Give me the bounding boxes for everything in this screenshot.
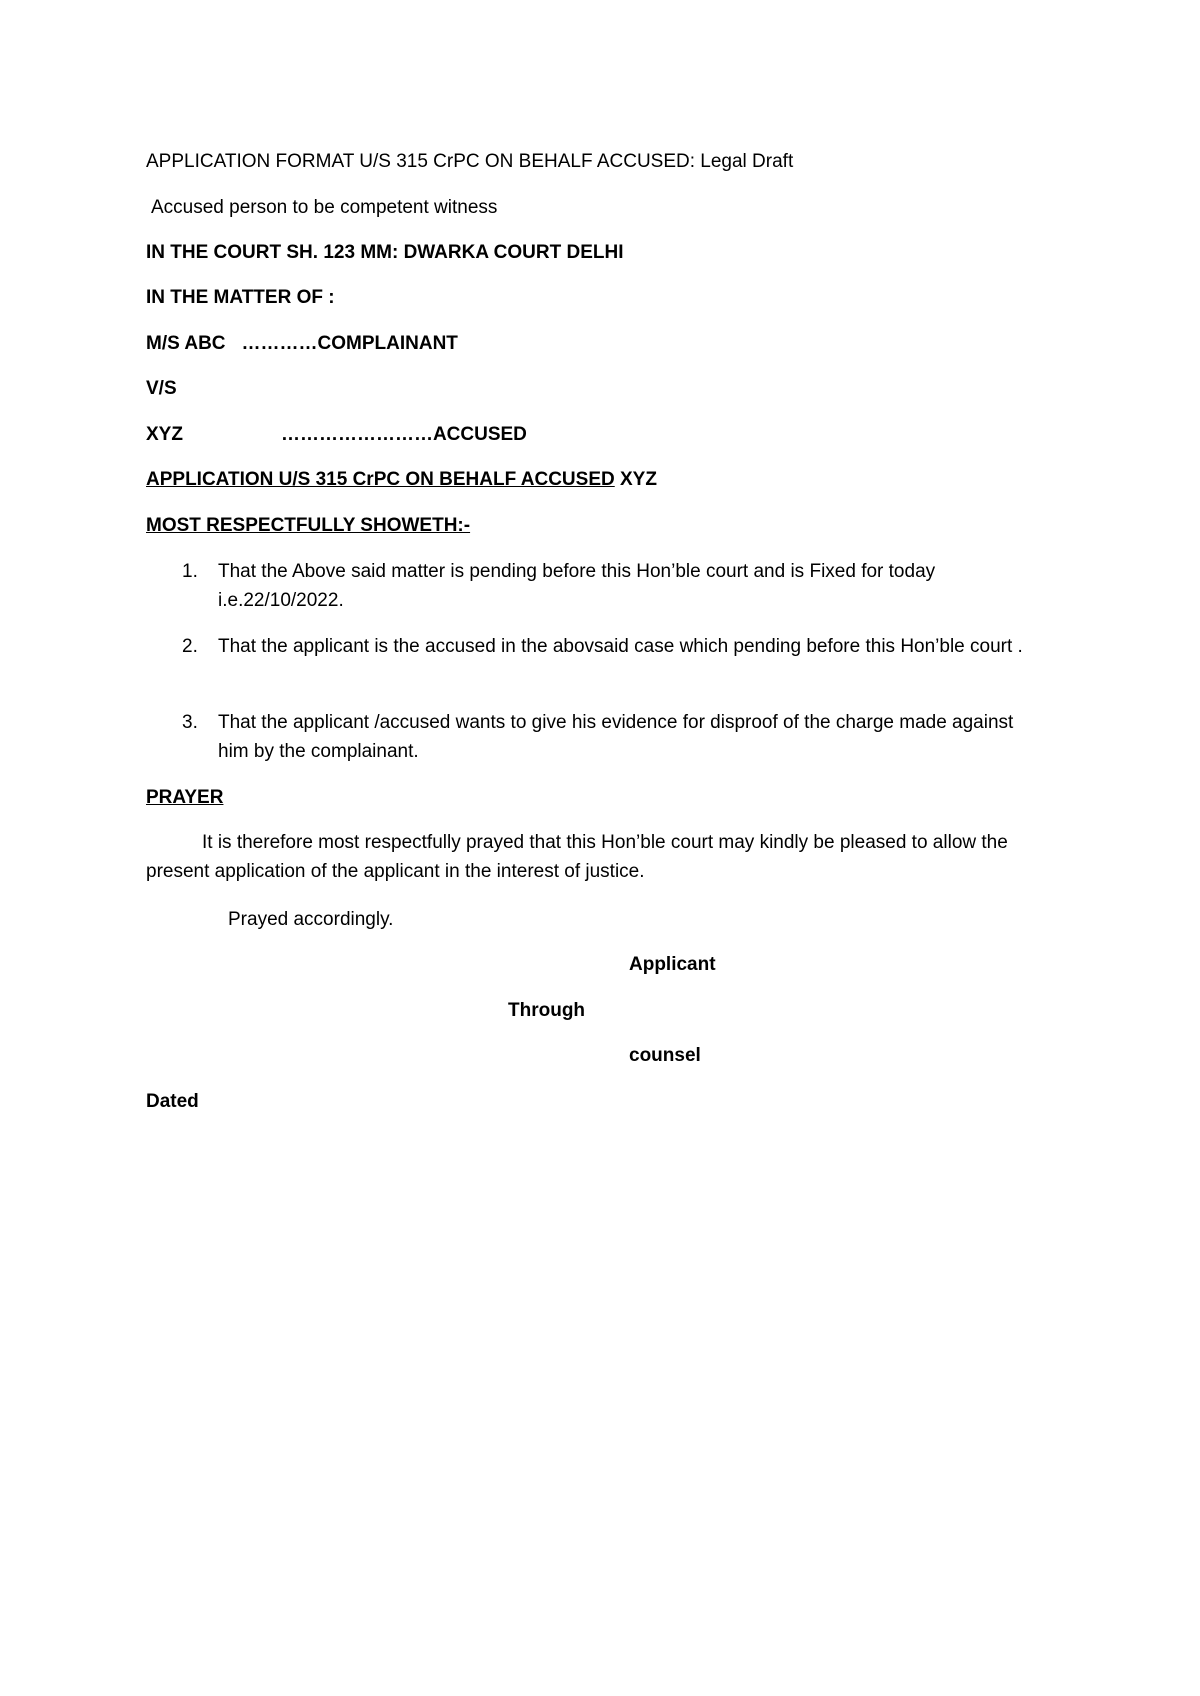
court-heading: IN THE COURT SH. 123 MM: DWARKA COURT DELHI — [146, 242, 624, 263]
applicant-label: Applicant — [629, 954, 716, 975]
accused-line — [146, 423, 527, 447]
prayer-paragraph: It is therefore most respectfully prayed that this Hon’ble court may kindly be pleased to allow the present application of the applicant in the interest of justice. — [146, 832, 1008, 882]
document-title: APPLICATION FORMAT U/S 315 CrPC ON BEHALF ACCUSED: Legal Draft — [146, 151, 794, 172]
list-item — [182, 708, 1042, 766]
complainant-line — [146, 332, 458, 356]
list-item-text: That the applicant is the accused in the abovsaid case which pending before this Hon’ble court . — [218, 636, 1023, 657]
complainant-label: …………COMPLAINANT — [241, 333, 458, 354]
list-item-number: 3. — [182, 712, 198, 733]
application-heading-tail: XYZ — [614, 469, 657, 490]
accused-name: XYZ — [146, 424, 183, 445]
prayer-heading: PRAYER — [146, 787, 224, 808]
list-item-number: 1. — [182, 561, 198, 582]
dated-label: Dated — [146, 1091, 199, 1112]
showeth-heading: MOST RESPECTFULLY SHOWETH:- — [146, 515, 471, 536]
application-heading — [146, 468, 657, 492]
application-heading-underlined: APPLICATION U/S 315 CrPC ON BEHALF ACCUSED — [146, 469, 615, 490]
accused-label: ……………………ACCUSED — [280, 424, 527, 445]
counsel-label: counsel — [629, 1045, 701, 1066]
list-item — [182, 557, 1042, 615]
through-label: Through — [508, 1000, 586, 1021]
versus-line: V/S — [146, 378, 177, 399]
list-item-text: That the Above said matter is pending before this Hon’ble court and is Fixed for today i.e.22/10/2022. — [218, 561, 936, 611]
list-item — [182, 632, 1042, 661]
list-item-number: 2. — [182, 636, 198, 657]
complainant-name: M/S ABC — [146, 333, 226, 354]
prayed-accordingly: Prayed accordingly. — [228, 909, 394, 930]
document-subtitle: Accused person to be competent witness — [151, 197, 498, 218]
list-item-text: That the applicant /accused wants to give his evidence for disproof of the charge made against him by the complainant. — [218, 712, 1014, 762]
matter-heading: IN THE MATTER OF : — [146, 287, 335, 308]
